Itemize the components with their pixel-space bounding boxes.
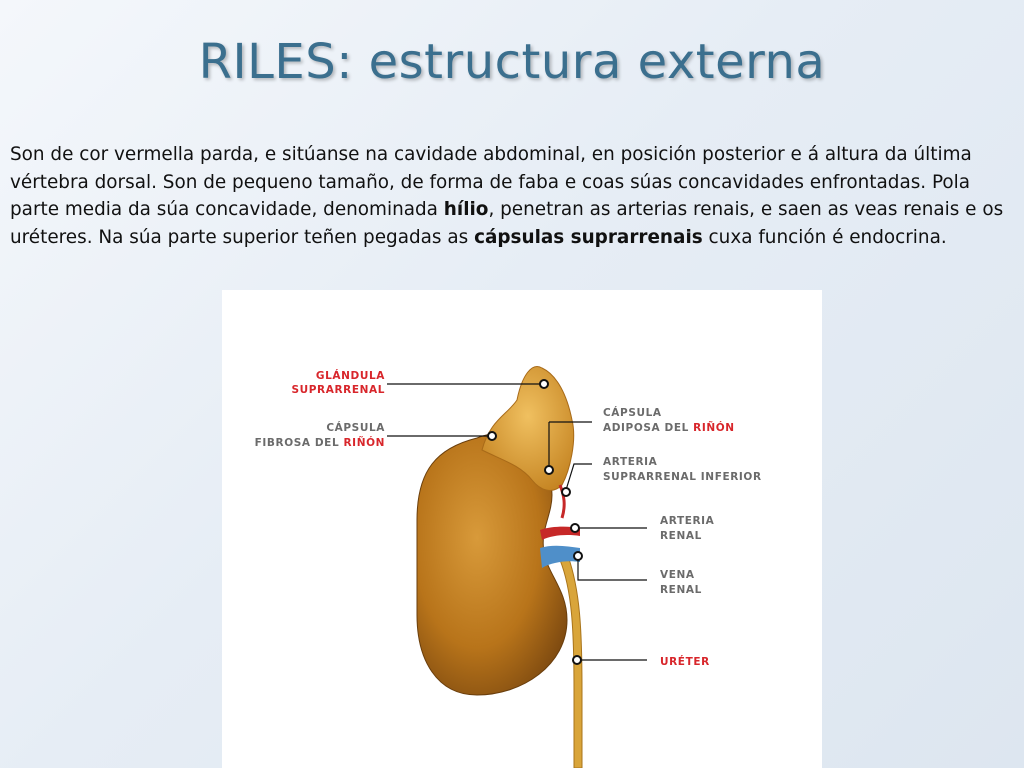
label-capsula-adiposa-2: ADIPOSA DEL RIÑÓN [603, 422, 735, 434]
label-capsula-adiposa-1: CÁPSULA [603, 407, 662, 419]
label-vena-renal-1: VENA [660, 569, 695, 581]
label-glandula-2: SUPRARRENAL [291, 384, 385, 396]
term-capsulas: cápsulas suprarrenais [474, 226, 703, 248]
label-glandula-1: GLÁNDULA [315, 370, 385, 382]
label-arteria-renal-2: RENAL [660, 530, 702, 542]
label-arteria-sup-2: SUPRARRENAL INFERIOR [603, 471, 762, 483]
label-ureter: URÉTER [660, 656, 710, 668]
slide-title: RILES: estructura externa [198, 34, 826, 90]
body-paragraph [10, 141, 1020, 251]
label-arteria-sup-1: ARTERIA [603, 456, 658, 468]
label-vena-renal-2: RENAL [660, 584, 702, 596]
label-arteria-renal-1: ARTERIA [660, 515, 715, 527]
kidney-figure [222, 290, 822, 768]
text-part-1: Son de cor vermella parda, e sitúanse na cavidade abdominal, en posición posterior e á altura da última vértebra dorsal. Son de pequeno tamaño, de forma de faba e coas súas concavidades enfrontadas. Pola parte media da súa concavidade, denominada [10, 144, 972, 220]
text-part-2: , penetran as arterias renais, e saen as veas renais e os uréteres. Na súa parte superior teñen pegadas as [10, 199, 1004, 248]
text-part-3: cuxa función é endocrina. [702, 226, 947, 248]
label-capsula-fibrosa-2: FIBROSA DEL RIÑÓN [254, 437, 385, 449]
term-hilio: hílio [443, 199, 489, 220]
kidney-illustration [222, 290, 822, 768]
label-capsula-fibrosa-1: CÁPSULA [326, 422, 385, 434]
